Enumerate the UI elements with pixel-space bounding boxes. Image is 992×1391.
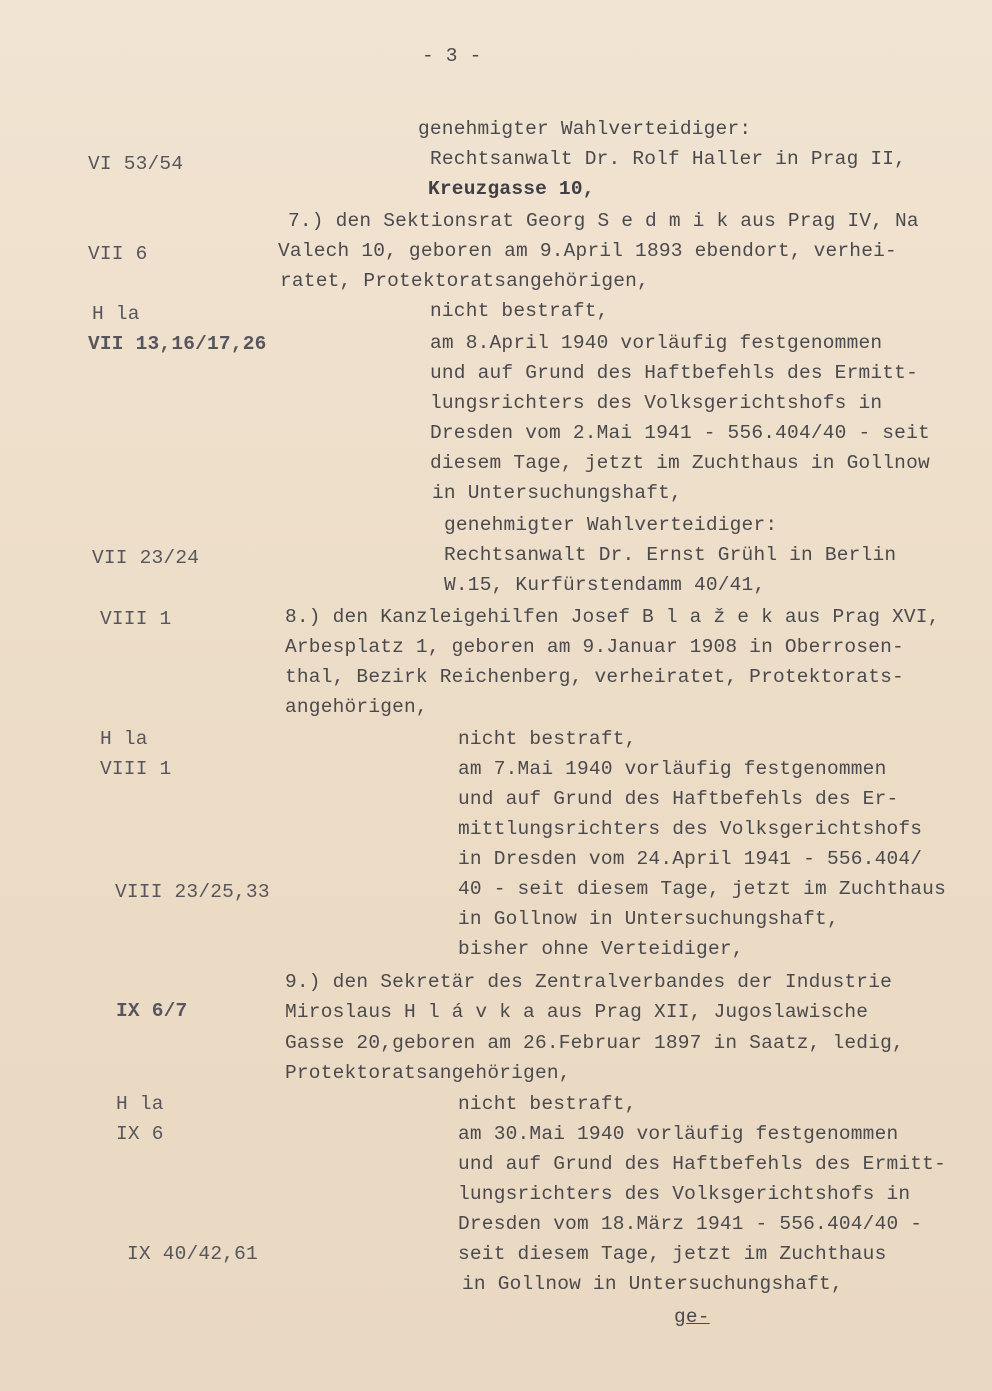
body-line: Rechtsanwalt Dr. Rolf Haller in Prag II, bbox=[430, 148, 907, 170]
body-line: nicht bestraft, bbox=[458, 728, 637, 750]
body-line: seit diesem Tage, jetzt im Zuchthaus bbox=[458, 1243, 887, 1265]
body-line: Kreuzgasse 10, bbox=[428, 178, 595, 200]
margin-note: VII 23/24 bbox=[92, 547, 200, 569]
body-line: Gasse 20,geboren am 26.Februar 1897 in Saatz, ledig, bbox=[285, 1032, 904, 1054]
margin-note: IX 6 bbox=[116, 1123, 164, 1145]
margin-note: H la bbox=[92, 303, 140, 325]
margin-note: VIII 1 bbox=[100, 608, 172, 630]
margin-note: IX 6/7 bbox=[116, 1000, 188, 1022]
body-line: nicht bestraft, bbox=[430, 300, 609, 322]
body-line: und auf Grund des Haftbefehls des Ermitt- bbox=[458, 1153, 946, 1175]
margin-note: H la bbox=[100, 728, 148, 750]
body-line: Miroslaus H l á v k a aus Prag XII, Jugoslawische bbox=[285, 1001, 869, 1023]
margin-note: H la bbox=[116, 1093, 164, 1115]
body-line: in Untersuchungshaft, bbox=[432, 482, 682, 504]
body-line: und auf Grund des Haftbefehls des Ermitt- bbox=[430, 362, 918, 384]
body-line: in Dresden vom 24.April 1941 - 556.404/ bbox=[458, 848, 923, 870]
body-line: ge- bbox=[674, 1306, 710, 1328]
margin-note: IX 40/42,61 bbox=[127, 1243, 258, 1265]
body-line: genehmigter Wahlverteidiger: bbox=[444, 514, 778, 536]
body-line: bisher ohne Verteidiger, bbox=[458, 938, 744, 960]
body-line: W.15, Kurfürstendamm 40/41, bbox=[444, 574, 766, 596]
body-line: 40 - seit diesem Tage, jetzt im Zuchthaus bbox=[458, 878, 946, 900]
body-line: am 30.Mai 1940 vorläufig festgenommen bbox=[458, 1123, 899, 1145]
body-line: Valech 10, geboren am 9.April 1893 ebendort, verhei- bbox=[278, 240, 897, 262]
body-line: ratet, Protektoratsangehörigen, bbox=[280, 270, 649, 292]
body-line: Rechtsanwalt Dr. Ernst Grühl in Berlin bbox=[444, 544, 897, 566]
body-line: und auf Grund des Haftbefehls des Er- bbox=[458, 788, 899, 810]
page-number: - 3 - bbox=[422, 45, 482, 67]
body-line: in Gollnow in Untersuchungshaft, bbox=[462, 1273, 843, 1295]
body-line: am 7.Mai 1940 vorläufig festgenommen bbox=[458, 758, 887, 780]
body-line: 8.) den Kanzleigehilfen Josef B l a ž e k aus Prag XVI, bbox=[285, 606, 940, 628]
body-line: lungsrichters des Volksgerichtshofs in bbox=[458, 1183, 911, 1205]
body-line: Protektoratsangehörigen, bbox=[285, 1062, 571, 1084]
margin-note: VIII 23/25,33 bbox=[115, 881, 270, 903]
body-line: mittlungsrichters des Volksgerichtshofs bbox=[458, 818, 923, 840]
body-line: in Gollnow in Untersuchungshaft, bbox=[458, 908, 839, 930]
margin-note: VI 53/54 bbox=[88, 153, 184, 175]
body-line: angehörigen, bbox=[285, 696, 428, 718]
body-line: Arbesplatz 1, geboren am 9.Januar 1908 in Oberrosen- bbox=[285, 636, 904, 658]
margin-note: VII 6 bbox=[88, 243, 148, 265]
body-line: 9.) den Sekretär des Zentralverbandes der Industrie bbox=[285, 971, 892, 993]
body-line: diesem Tage, jetzt im Zuchthaus in Gollnow bbox=[430, 452, 930, 474]
body-line: 7.) den Sektionsrat Georg S e d m i k aus Prag IV, Na bbox=[288, 210, 919, 232]
margin-note: VIII 1 bbox=[100, 758, 172, 780]
body-line: lungsrichters des Volksgerichtshofs in bbox=[430, 392, 883, 414]
body-line: nicht bestraft, bbox=[458, 1093, 637, 1115]
body-line: Dresden vom 2.Mai 1941 - 556.404/40 - seit bbox=[430, 422, 930, 444]
margin-note: VII 13,16/17,26 bbox=[88, 333, 267, 355]
body-line: thal, Bezirk Reichenberg, verheiratet, Protektorats- bbox=[285, 666, 904, 688]
body-line: Dresden vom 18.März 1941 - 556.404/40 - bbox=[458, 1213, 923, 1235]
body-line: am 8.April 1940 vorläufig festgenommen bbox=[430, 332, 883, 354]
body-line: genehmigter Wahlverteidiger: bbox=[418, 118, 752, 140]
